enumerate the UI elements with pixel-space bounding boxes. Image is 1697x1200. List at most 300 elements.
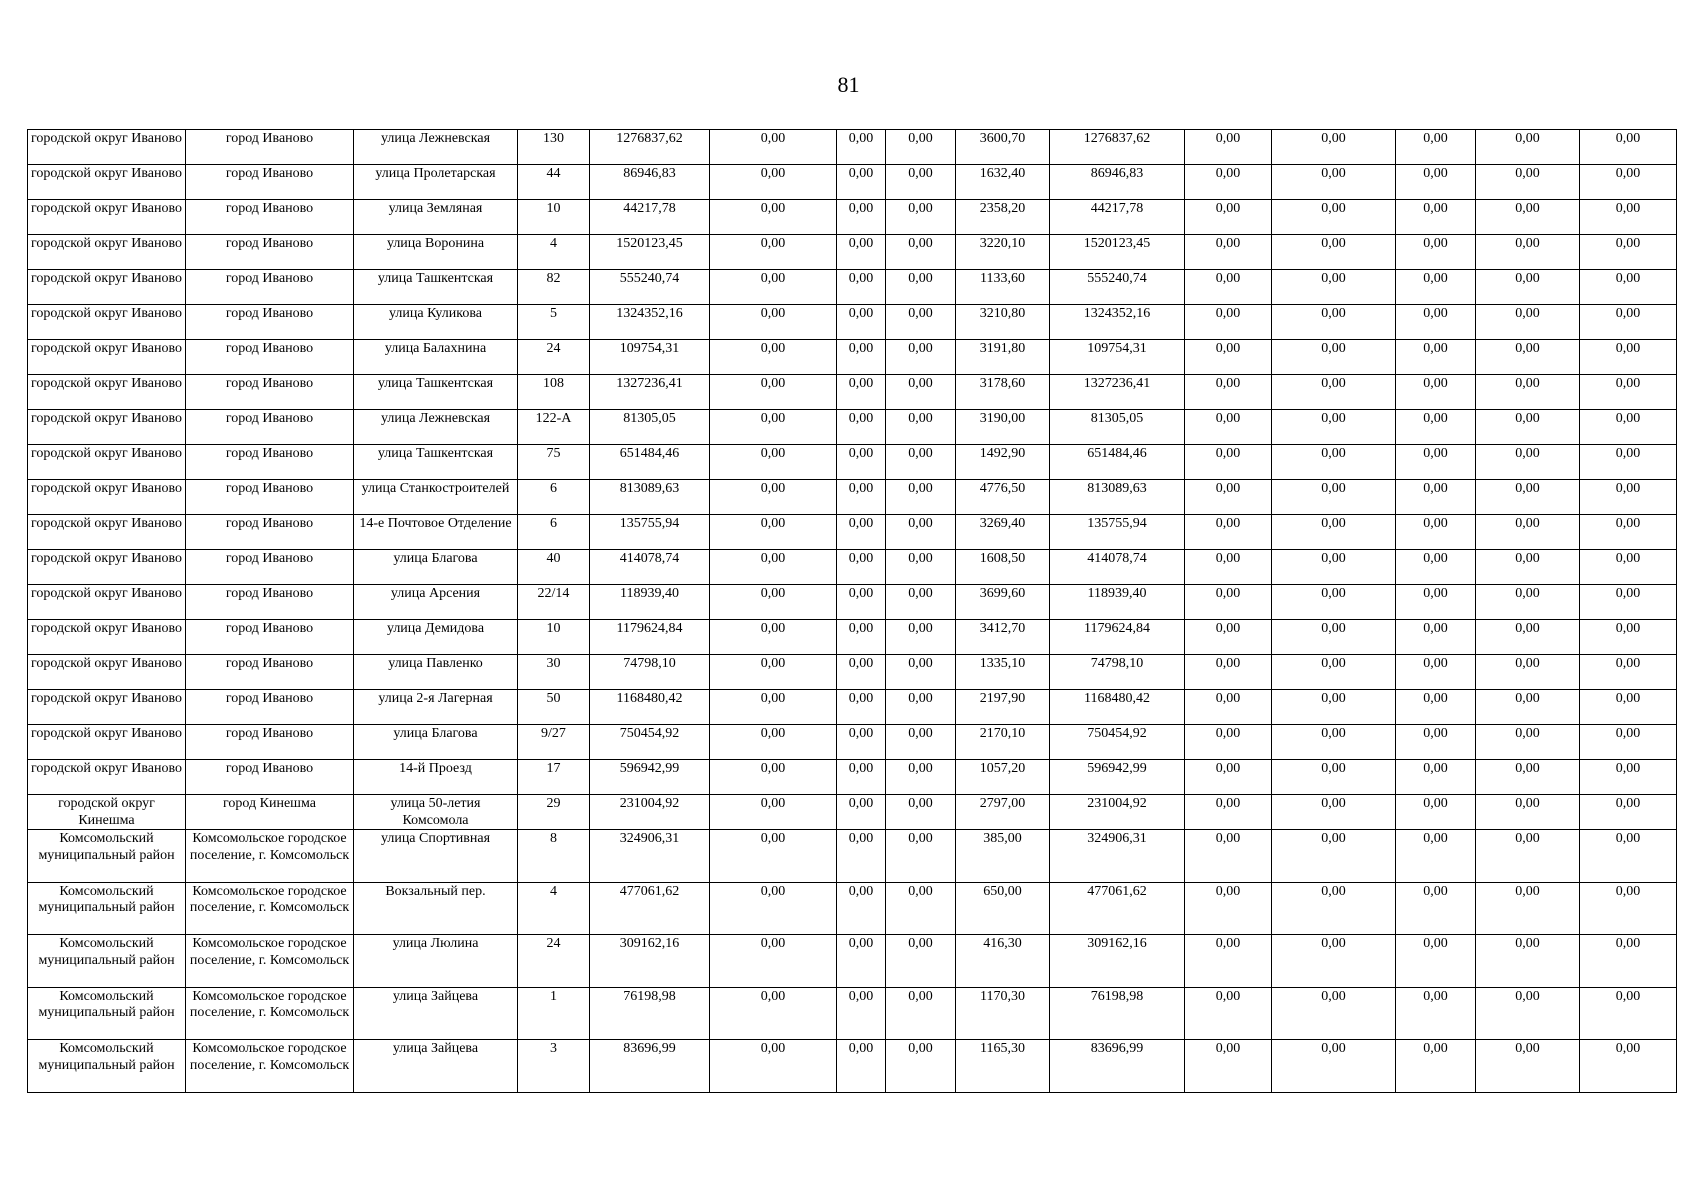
total-cost-cell: 109754,31 bbox=[590, 340, 710, 375]
street-cell: улица Павленко bbox=[354, 655, 518, 690]
value-cell: 0,00 bbox=[1396, 690, 1476, 725]
municipality-cell: городской округ Иваново bbox=[28, 445, 186, 480]
total-cost-cell: 1179624,84 bbox=[590, 620, 710, 655]
municipality-cell: городской округ Иваново bbox=[28, 515, 186, 550]
settlement-cell: Комсомольское городское поселение, г. Комсомольск bbox=[186, 935, 354, 988]
table-row bbox=[28, 130, 1677, 165]
total-cost-cell: 596942,99 bbox=[590, 760, 710, 795]
value-cell: 0,00 bbox=[1580, 235, 1677, 270]
house-number-cell: 4 bbox=[518, 882, 590, 935]
value-cell: 0,00 bbox=[1396, 830, 1476, 883]
table-row bbox=[28, 200, 1677, 235]
table-row bbox=[28, 690, 1677, 725]
value-cell: 0,00 bbox=[1580, 882, 1677, 935]
value-cell: 0,00 bbox=[1396, 340, 1476, 375]
table-row bbox=[28, 987, 1677, 1040]
value-cell: 0,00 bbox=[710, 305, 837, 340]
value-cell: 0,00 bbox=[1476, 515, 1580, 550]
value-cell: 0,00 bbox=[1185, 1040, 1272, 1093]
cost-cell: 813089,63 bbox=[1050, 480, 1185, 515]
value-cell: 0,00 bbox=[886, 270, 956, 305]
area-cell: 1165,30 bbox=[956, 1040, 1050, 1093]
municipality-cell: Комсомольский муниципальный район bbox=[28, 935, 186, 988]
value-cell: 0,00 bbox=[837, 270, 886, 305]
cost-cell: 83696,99 bbox=[1050, 1040, 1185, 1093]
table-row bbox=[28, 882, 1677, 935]
area-cell: 3412,70 bbox=[956, 620, 1050, 655]
value-cell: 0,00 bbox=[1396, 987, 1476, 1040]
settlement-cell: Комсомольское городское поселение, г. Комсомольск bbox=[186, 1040, 354, 1093]
area-cell: 385,00 bbox=[956, 830, 1050, 883]
value-cell: 0,00 bbox=[1396, 270, 1476, 305]
value-cell: 0,00 bbox=[1580, 987, 1677, 1040]
value-cell: 0,00 bbox=[1476, 480, 1580, 515]
cost-cell: 324906,31 bbox=[1050, 830, 1185, 883]
street-cell: улица Пролетарская bbox=[354, 165, 518, 200]
cost-cell: 1168480,42 bbox=[1050, 690, 1185, 725]
value-cell: 0,00 bbox=[1396, 620, 1476, 655]
cost-cell: 651484,46 bbox=[1050, 445, 1185, 480]
cost-cell: 750454,92 bbox=[1050, 725, 1185, 760]
value-cell: 0,00 bbox=[837, 445, 886, 480]
value-cell: 0,00 bbox=[1580, 305, 1677, 340]
area-cell: 3220,10 bbox=[956, 235, 1050, 270]
value-cell: 0,00 bbox=[1272, 445, 1396, 480]
house-number-cell: 6 bbox=[518, 480, 590, 515]
value-cell: 0,00 bbox=[710, 480, 837, 515]
house-number-cell: 82 bbox=[518, 270, 590, 305]
value-cell: 0,00 bbox=[1396, 585, 1476, 620]
value-cell: 0,00 bbox=[837, 480, 886, 515]
value-cell: 0,00 bbox=[1396, 410, 1476, 445]
value-cell: 0,00 bbox=[710, 830, 837, 883]
value-cell: 0,00 bbox=[1396, 445, 1476, 480]
settlement-cell: город Иваново bbox=[186, 235, 354, 270]
value-cell: 0,00 bbox=[1580, 550, 1677, 585]
value-cell: 0,00 bbox=[1580, 655, 1677, 690]
value-cell: 0,00 bbox=[886, 340, 956, 375]
value-cell: 0,00 bbox=[886, 200, 956, 235]
house-number-cell: 24 bbox=[518, 340, 590, 375]
total-cost-cell: 1168480,42 bbox=[590, 690, 710, 725]
table-row bbox=[28, 550, 1677, 585]
table-row bbox=[28, 340, 1677, 375]
value-cell: 0,00 bbox=[710, 375, 837, 410]
table-row bbox=[28, 445, 1677, 480]
value-cell: 0,00 bbox=[1185, 760, 1272, 795]
value-cell: 0,00 bbox=[710, 445, 837, 480]
value-cell: 0,00 bbox=[1272, 200, 1396, 235]
street-cell: улица Спортивная bbox=[354, 830, 518, 883]
street-cell: улица Лежневская bbox=[354, 130, 518, 165]
value-cell: 0,00 bbox=[837, 585, 886, 620]
settlement-cell: город Иваново bbox=[186, 655, 354, 690]
value-cell: 0,00 bbox=[710, 165, 837, 200]
area-cell: 3210,80 bbox=[956, 305, 1050, 340]
municipality-cell: городской округ Иваново bbox=[28, 480, 186, 515]
value-cell: 0,00 bbox=[710, 340, 837, 375]
value-cell: 0,00 bbox=[1476, 235, 1580, 270]
cost-cell: 118939,40 bbox=[1050, 585, 1185, 620]
value-cell: 0,00 bbox=[1272, 375, 1396, 410]
settlement-cell: город Иваново bbox=[186, 375, 354, 410]
table-row bbox=[28, 305, 1677, 340]
value-cell: 0,00 bbox=[1185, 550, 1272, 585]
value-cell: 0,00 bbox=[1185, 830, 1272, 883]
value-cell: 0,00 bbox=[1185, 515, 1272, 550]
value-cell: 0,00 bbox=[1185, 200, 1272, 235]
value-cell: 0,00 bbox=[1580, 515, 1677, 550]
area-cell: 1492,90 bbox=[956, 445, 1050, 480]
value-cell: 0,00 bbox=[837, 340, 886, 375]
cost-cell: 1324352,16 bbox=[1050, 305, 1185, 340]
street-cell: улица Балахнина bbox=[354, 340, 518, 375]
value-cell: 0,00 bbox=[1580, 130, 1677, 165]
value-cell: 0,00 bbox=[886, 655, 956, 690]
street-cell: улица Воронина bbox=[354, 235, 518, 270]
value-cell: 0,00 bbox=[1272, 270, 1396, 305]
value-cell: 0,00 bbox=[1476, 130, 1580, 165]
settlement-cell: город Кинешма bbox=[186, 795, 354, 830]
street-cell: 14-й Проезд bbox=[354, 760, 518, 795]
cost-cell: 1276837,62 bbox=[1050, 130, 1185, 165]
value-cell: 0,00 bbox=[837, 235, 886, 270]
value-cell: 0,00 bbox=[1185, 375, 1272, 410]
street-cell: улица Благова bbox=[354, 725, 518, 760]
value-cell: 0,00 bbox=[837, 515, 886, 550]
street-cell: улица Благова bbox=[354, 550, 518, 585]
value-cell: 0,00 bbox=[837, 410, 886, 445]
value-cell: 0,00 bbox=[837, 760, 886, 795]
value-cell: 0,00 bbox=[1396, 375, 1476, 410]
area-cell: 1057,20 bbox=[956, 760, 1050, 795]
municipality-cell: Комсомольский муниципальный район bbox=[28, 830, 186, 883]
value-cell: 0,00 bbox=[710, 935, 837, 988]
house-number-cell: 5 bbox=[518, 305, 590, 340]
value-cell: 0,00 bbox=[1185, 725, 1272, 760]
area-cell: 1632,40 bbox=[956, 165, 1050, 200]
settlement-cell: город Иваново bbox=[186, 620, 354, 655]
value-cell: 0,00 bbox=[1396, 550, 1476, 585]
value-cell: 0,00 bbox=[1185, 480, 1272, 515]
area-cell: 3190,00 bbox=[956, 410, 1050, 445]
table-row bbox=[28, 795, 1677, 830]
value-cell: 0,00 bbox=[837, 795, 886, 830]
value-cell: 0,00 bbox=[1272, 515, 1396, 550]
total-cost-cell: 1327236,41 bbox=[590, 375, 710, 410]
settlement-cell: город Иваново bbox=[186, 550, 354, 585]
value-cell: 0,00 bbox=[710, 655, 837, 690]
value-cell: 0,00 bbox=[886, 935, 956, 988]
value-cell: 0,00 bbox=[1185, 445, 1272, 480]
street-cell: Вокзальный пер. bbox=[354, 882, 518, 935]
house-number-cell: 122-А bbox=[518, 410, 590, 445]
value-cell: 0,00 bbox=[886, 515, 956, 550]
value-cell: 0,00 bbox=[837, 620, 886, 655]
value-cell: 0,00 bbox=[886, 795, 956, 830]
table-row bbox=[28, 410, 1677, 445]
street-cell: улица Люлина bbox=[354, 935, 518, 988]
value-cell: 0,00 bbox=[886, 830, 956, 883]
value-cell: 0,00 bbox=[1580, 410, 1677, 445]
value-cell: 0,00 bbox=[1580, 585, 1677, 620]
municipality-cell: городской округ Иваново bbox=[28, 550, 186, 585]
value-cell: 0,00 bbox=[1185, 987, 1272, 1040]
area-cell: 1133,60 bbox=[956, 270, 1050, 305]
value-cell: 0,00 bbox=[1476, 935, 1580, 988]
value-cell: 0,00 bbox=[886, 410, 956, 445]
register-body bbox=[28, 130, 1677, 1093]
street-cell: улица Станкостроителей bbox=[354, 480, 518, 515]
municipality-cell: городской округ Иваново bbox=[28, 655, 186, 690]
settlement-cell: город Иваново bbox=[186, 410, 354, 445]
house-number-cell: 40 bbox=[518, 550, 590, 585]
value-cell: 0,00 bbox=[1396, 795, 1476, 830]
value-cell: 0,00 bbox=[837, 165, 886, 200]
total-cost-cell: 86946,83 bbox=[590, 165, 710, 200]
value-cell: 0,00 bbox=[1396, 935, 1476, 988]
value-cell: 0,00 bbox=[1272, 235, 1396, 270]
area-cell: 2170,10 bbox=[956, 725, 1050, 760]
value-cell: 0,00 bbox=[886, 1040, 956, 1093]
value-cell: 0,00 bbox=[710, 515, 837, 550]
value-cell: 0,00 bbox=[710, 760, 837, 795]
value-cell: 0,00 bbox=[1396, 1040, 1476, 1093]
street-cell: улица Земляная bbox=[354, 200, 518, 235]
house-number-cell: 10 bbox=[518, 620, 590, 655]
value-cell: 0,00 bbox=[1580, 830, 1677, 883]
area-cell: 3269,40 bbox=[956, 515, 1050, 550]
settlement-cell: город Иваново bbox=[186, 445, 354, 480]
value-cell: 0,00 bbox=[1580, 725, 1677, 760]
value-cell: 0,00 bbox=[1272, 130, 1396, 165]
table-row bbox=[28, 830, 1677, 883]
value-cell: 0,00 bbox=[1476, 1040, 1580, 1093]
total-cost-cell: 74798,10 bbox=[590, 655, 710, 690]
municipality-cell: городской округ Иваново bbox=[28, 690, 186, 725]
value-cell: 0,00 bbox=[1580, 445, 1677, 480]
table-row bbox=[28, 270, 1677, 305]
settlement-cell: город Иваново bbox=[186, 515, 354, 550]
address-register-table bbox=[27, 129, 1677, 1093]
cost-cell: 74798,10 bbox=[1050, 655, 1185, 690]
value-cell: 0,00 bbox=[710, 1040, 837, 1093]
value-cell: 0,00 bbox=[837, 690, 886, 725]
total-cost-cell: 555240,74 bbox=[590, 270, 710, 305]
house-number-cell: 108 bbox=[518, 375, 590, 410]
area-cell: 4776,50 bbox=[956, 480, 1050, 515]
street-cell: улица Арсения bbox=[354, 585, 518, 620]
house-number-cell: 130 bbox=[518, 130, 590, 165]
value-cell: 0,00 bbox=[1185, 690, 1272, 725]
value-cell: 0,00 bbox=[1476, 305, 1580, 340]
value-cell: 0,00 bbox=[837, 987, 886, 1040]
value-cell: 0,00 bbox=[837, 305, 886, 340]
street-cell: улица Ташкентская bbox=[354, 375, 518, 410]
value-cell: 0,00 bbox=[837, 200, 886, 235]
value-cell: 0,00 bbox=[1476, 987, 1580, 1040]
area-cell: 1335,10 bbox=[956, 655, 1050, 690]
cost-cell: 231004,92 bbox=[1050, 795, 1185, 830]
total-cost-cell: 1324352,16 bbox=[590, 305, 710, 340]
settlement-cell: Комсомольское городское поселение, г. Комсомольск bbox=[186, 987, 354, 1040]
value-cell: 0,00 bbox=[1185, 620, 1272, 655]
settlement-cell: город Иваново bbox=[186, 690, 354, 725]
value-cell: 0,00 bbox=[1185, 935, 1272, 988]
table-row bbox=[28, 585, 1677, 620]
cost-cell: 309162,16 bbox=[1050, 935, 1185, 988]
value-cell: 0,00 bbox=[1272, 987, 1396, 1040]
municipality-cell: городской округ Кинешма bbox=[28, 795, 186, 830]
value-cell: 0,00 bbox=[710, 130, 837, 165]
total-cost-cell: 324906,31 bbox=[590, 830, 710, 883]
house-number-cell: 22/14 bbox=[518, 585, 590, 620]
value-cell: 0,00 bbox=[1580, 760, 1677, 795]
total-cost-cell: 118939,40 bbox=[590, 585, 710, 620]
street-cell: 14-е Почтовое Отделение bbox=[354, 515, 518, 550]
value-cell: 0,00 bbox=[1396, 200, 1476, 235]
value-cell: 0,00 bbox=[1185, 305, 1272, 340]
value-cell: 0,00 bbox=[1396, 130, 1476, 165]
value-cell: 0,00 bbox=[837, 550, 886, 585]
value-cell: 0,00 bbox=[1272, 550, 1396, 585]
value-cell: 0,00 bbox=[1476, 550, 1580, 585]
street-cell: улица 50-летия Комсомола bbox=[354, 795, 518, 830]
area-cell: 1170,30 bbox=[956, 987, 1050, 1040]
area-cell: 2797,00 bbox=[956, 795, 1050, 830]
house-number-cell: 30 bbox=[518, 655, 590, 690]
value-cell: 0,00 bbox=[710, 200, 837, 235]
area-cell: 3699,60 bbox=[956, 585, 1050, 620]
value-cell: 0,00 bbox=[710, 235, 837, 270]
value-cell: 0,00 bbox=[1476, 725, 1580, 760]
total-cost-cell: 135755,94 bbox=[590, 515, 710, 550]
house-number-cell: 17 bbox=[518, 760, 590, 795]
settlement-cell: город Иваново bbox=[186, 585, 354, 620]
value-cell: 0,00 bbox=[1396, 165, 1476, 200]
value-cell: 0,00 bbox=[1476, 585, 1580, 620]
value-cell: 0,00 bbox=[1272, 410, 1396, 445]
value-cell: 0,00 bbox=[1476, 445, 1580, 480]
street-cell: улица 2-я Лагерная bbox=[354, 690, 518, 725]
cost-cell: 135755,94 bbox=[1050, 515, 1185, 550]
value-cell: 0,00 bbox=[1272, 620, 1396, 655]
area-cell: 2197,90 bbox=[956, 690, 1050, 725]
municipality-cell: городской округ Иваново bbox=[28, 620, 186, 655]
value-cell: 0,00 bbox=[886, 987, 956, 1040]
value-cell: 0,00 bbox=[837, 655, 886, 690]
settlement-cell: город Иваново bbox=[186, 130, 354, 165]
value-cell: 0,00 bbox=[1580, 690, 1677, 725]
value-cell: 0,00 bbox=[837, 882, 886, 935]
house-number-cell: 6 bbox=[518, 515, 590, 550]
value-cell: 0,00 bbox=[1476, 165, 1580, 200]
value-cell: 0,00 bbox=[710, 585, 837, 620]
municipality-cell: городской округ Иваново bbox=[28, 305, 186, 340]
value-cell: 0,00 bbox=[1476, 200, 1580, 235]
value-cell: 0,00 bbox=[886, 445, 956, 480]
area-cell: 2358,20 bbox=[956, 200, 1050, 235]
settlement-cell: город Иваново bbox=[186, 165, 354, 200]
value-cell: 0,00 bbox=[1476, 270, 1580, 305]
value-cell: 0,00 bbox=[1580, 340, 1677, 375]
value-cell: 0,00 bbox=[1185, 165, 1272, 200]
cost-cell: 1179624,84 bbox=[1050, 620, 1185, 655]
table-row bbox=[28, 165, 1677, 200]
value-cell: 0,00 bbox=[1272, 340, 1396, 375]
municipality-cell: городской округ Иваново bbox=[28, 270, 186, 305]
value-cell: 0,00 bbox=[886, 375, 956, 410]
cost-cell: 1327236,41 bbox=[1050, 375, 1185, 410]
value-cell: 0,00 bbox=[710, 987, 837, 1040]
value-cell: 0,00 bbox=[1396, 515, 1476, 550]
value-cell: 0,00 bbox=[1272, 690, 1396, 725]
area-cell: 3191,80 bbox=[956, 340, 1050, 375]
street-cell: улица Ташкентская bbox=[354, 270, 518, 305]
municipality-cell: городской округ Иваново bbox=[28, 585, 186, 620]
street-cell: улица Лежневская bbox=[354, 410, 518, 445]
table-row bbox=[28, 935, 1677, 988]
cost-cell: 1520123,45 bbox=[1050, 235, 1185, 270]
value-cell: 0,00 bbox=[837, 1040, 886, 1093]
municipality-cell: Комсомольский муниципальный район bbox=[28, 882, 186, 935]
municipality-cell: Комсомольский муниципальный район bbox=[28, 987, 186, 1040]
settlement-cell: город Иваново bbox=[186, 200, 354, 235]
value-cell: 0,00 bbox=[1185, 882, 1272, 935]
value-cell: 0,00 bbox=[1396, 235, 1476, 270]
value-cell: 0,00 bbox=[886, 725, 956, 760]
value-cell: 0,00 bbox=[837, 725, 886, 760]
municipality-cell: городской округ Иваново bbox=[28, 760, 186, 795]
value-cell: 0,00 bbox=[837, 935, 886, 988]
total-cost-cell: 651484,46 bbox=[590, 445, 710, 480]
total-cost-cell: 1520123,45 bbox=[590, 235, 710, 270]
value-cell: 0,00 bbox=[1185, 340, 1272, 375]
value-cell: 0,00 bbox=[886, 480, 956, 515]
street-cell: улица Зайцева bbox=[354, 987, 518, 1040]
value-cell: 0,00 bbox=[1476, 795, 1580, 830]
value-cell: 0,00 bbox=[1476, 882, 1580, 935]
value-cell: 0,00 bbox=[1580, 200, 1677, 235]
value-cell: 0,00 bbox=[1185, 235, 1272, 270]
municipality-cell: городской округ Иваново bbox=[28, 130, 186, 165]
cost-cell: 81305,05 bbox=[1050, 410, 1185, 445]
value-cell: 0,00 bbox=[1580, 620, 1677, 655]
municipality-cell: городской округ Иваново bbox=[28, 235, 186, 270]
settlement-cell: город Иваново bbox=[186, 340, 354, 375]
value-cell: 0,00 bbox=[1272, 1040, 1396, 1093]
settlement-cell: Комсомольское городское поселение, г. Комсомольск bbox=[186, 882, 354, 935]
value-cell: 0,00 bbox=[1396, 760, 1476, 795]
cost-cell: 109754,31 bbox=[1050, 340, 1185, 375]
value-cell: 0,00 bbox=[1580, 270, 1677, 305]
value-cell: 0,00 bbox=[1185, 410, 1272, 445]
settlement-cell: город Иваново bbox=[186, 725, 354, 760]
house-number-cell: 50 bbox=[518, 690, 590, 725]
value-cell: 0,00 bbox=[1580, 1040, 1677, 1093]
value-cell: 0,00 bbox=[1476, 830, 1580, 883]
value-cell: 0,00 bbox=[1396, 480, 1476, 515]
value-cell: 0,00 bbox=[1580, 935, 1677, 988]
area-cell: 1608,50 bbox=[956, 550, 1050, 585]
value-cell: 0,00 bbox=[710, 550, 837, 585]
house-number-cell: 29 bbox=[518, 795, 590, 830]
table-row bbox=[28, 725, 1677, 760]
value-cell: 0,00 bbox=[1580, 375, 1677, 410]
cost-cell: 596942,99 bbox=[1050, 760, 1185, 795]
value-cell: 0,00 bbox=[886, 550, 956, 585]
value-cell: 0,00 bbox=[886, 882, 956, 935]
